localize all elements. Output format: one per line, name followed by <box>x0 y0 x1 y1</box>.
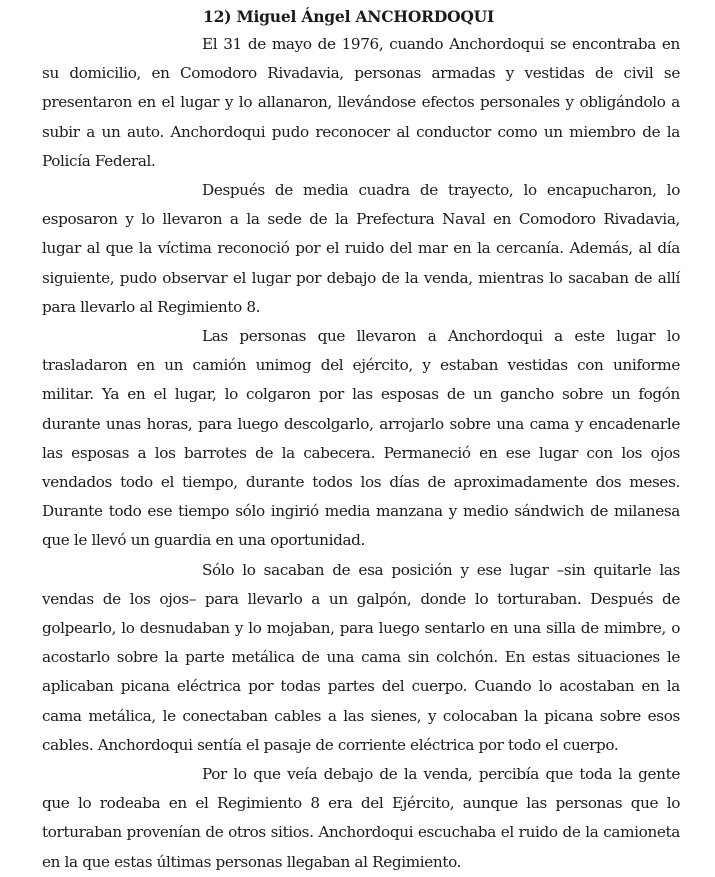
document-page <box>42 4 680 877</box>
paragraph-4: Sólo lo sacaban de esa posición y ese lugar –sin quitarle las vendas de los ojos– para llevarlo a un galpón, donde lo torturaban. Después de golpearlo, lo desnudaban y lo mojaban, para luego sentarlo en una silla de mimbre, o acostarlo sobre la parte metálica de una cama sin colchón. En estas situaciones le aplicaban picana eléctrica por todas partes del cuerpo. Cuando lo acostaban en la cama metálica, le conectaban cables a las sienes, y colocaban la picana sobre esos cables. Anchordoqui sentía el pasaje de corriente eléctrica por todo el cuerpo. <box>42 560 680 754</box>
paragraph-3: Las personas que llevaron a Anchordoqui a este lugar lo trasladaron en un camión unimog del ejército, y estaban vestidas con uniforme militar. Ya en el lugar, lo colgaron por las esposas de un gancho sobre un fogón durante unas horas, para luego descolgarlo, arrojarlo sobre una cama y encadenarle las esposas a los barrotes de la cabecera. Permaneció en ese lugar con los ojos vendados todo el tiempo, durante todos los días de aproximadamente dos meses. Durante todo ese tiempo sólo ingirió media manzana y medio sándwich de milanesa que le llevó un guardia en una oportunidad. <box>42 327 680 550</box>
paragraph-2: Después de media cuadra de trayecto, lo encapucharon, lo esposaron y lo llevaron a la sede de la Prefectura Naval en Comodoro Rivadavia, lugar al que la víctima reconoció por el ruido del mar en la cercanía. Además, al día siguiente, pudo observar el lugar por debajo de la venda, mientras lo sacaban de allí para llevarlo al Regimiento 8. <box>42 181 680 316</box>
paragraph-5: Por lo que veía debajo de la venda, percibía que toda la gente que lo rodeaba en el Regimiento 8 era del Ejército, aunque las personas que lo torturaban provenían de otros sitios. Anchordoqui escuchaba el ruido de la camioneta en la que estas últimas personas llegaban al Regimiento. <box>42 765 680 871</box>
paragraph-1: El 31 de mayo de 1976, cuando Anchordoqui se encontraba en su domicilio, en Comodoro Rivadavia, personas armadas y vestidas de civil se presentaron en el lugar y lo allanaron, llevándose efectos personales y obligándolo a subir a un auto. Anchordoqui pudo reconocer al conductor como un miembro de la Policía Federal. <box>42 35 680 170</box>
section-heading: 12) Miguel Ángel ANCHORDOQUI <box>203 7 495 26</box>
